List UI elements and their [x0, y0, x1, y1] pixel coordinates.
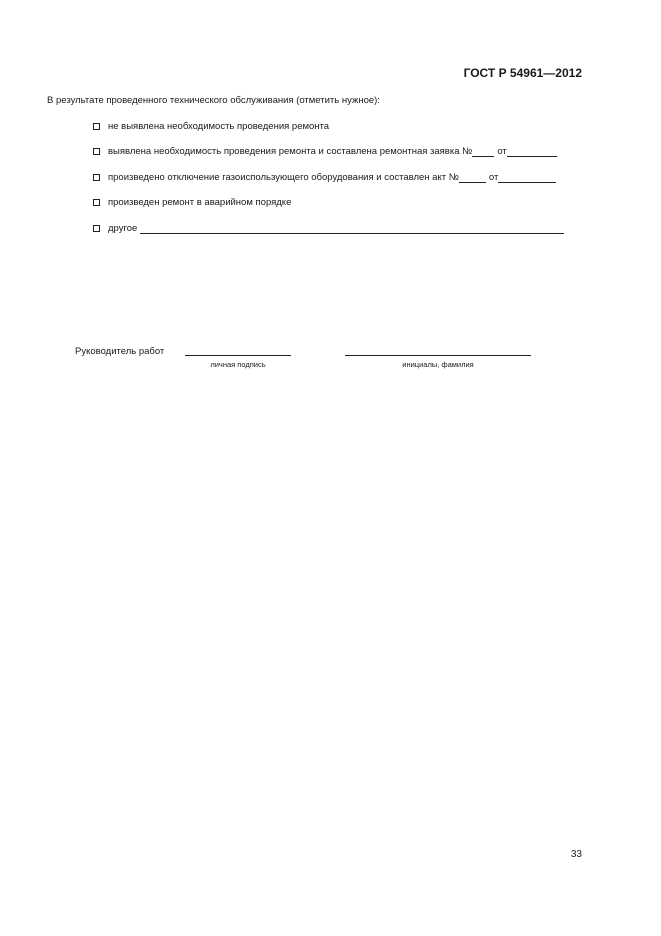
- option-label: произведено отключение газоиспользующего оборудования и составлен акт №: [108, 172, 459, 183]
- checkbox[interactable]: [93, 225, 100, 232]
- request-date-field[interactable]: [507, 147, 557, 157]
- signature-field[interactable]: [185, 355, 291, 356]
- from-label: от: [497, 146, 507, 157]
- option-label: не выявлена необходимость проведения ремонта: [108, 121, 330, 132]
- option-emergency-repair[interactable]: [93, 197, 291, 208]
- signature-caption: личная подпись: [210, 360, 266, 369]
- act-number-field[interactable]: [459, 173, 486, 183]
- option-label: другое: [108, 223, 138, 234]
- other-description-field[interactable]: [140, 224, 564, 234]
- name-field[interactable]: [345, 355, 531, 356]
- option-equipment-shutdown[interactable]: [93, 172, 556, 183]
- act-date-field[interactable]: [498, 173, 556, 183]
- option-other[interactable]: [93, 223, 564, 234]
- signature-label: Руководитель работ: [75, 346, 165, 357]
- from-label: от: [488, 172, 499, 183]
- option-repair-request[interactable]: [93, 146, 557, 157]
- page-number: 33: [570, 849, 582, 860]
- checkbox[interactable]: [93, 148, 100, 155]
- standard-code: ГОСТ Р 54961—2012: [463, 66, 582, 80]
- checkbox[interactable]: [93, 123, 100, 130]
- option-no-repair-needed[interactable]: [93, 121, 329, 132]
- intro-text: В результате проведенного технического обслуживания (отметить нужное):: [47, 95, 380, 106]
- name-caption: инициалы, фамилия: [402, 360, 474, 369]
- checkbox[interactable]: [93, 174, 100, 181]
- option-label: выявлена необходимость проведения ремонта и составлена ремонтная заявка №: [108, 146, 473, 157]
- checkbox[interactable]: [93, 199, 100, 206]
- request-number-field[interactable]: [472, 147, 494, 157]
- option-label: произведен ремонт в аварийном порядке: [108, 197, 292, 208]
